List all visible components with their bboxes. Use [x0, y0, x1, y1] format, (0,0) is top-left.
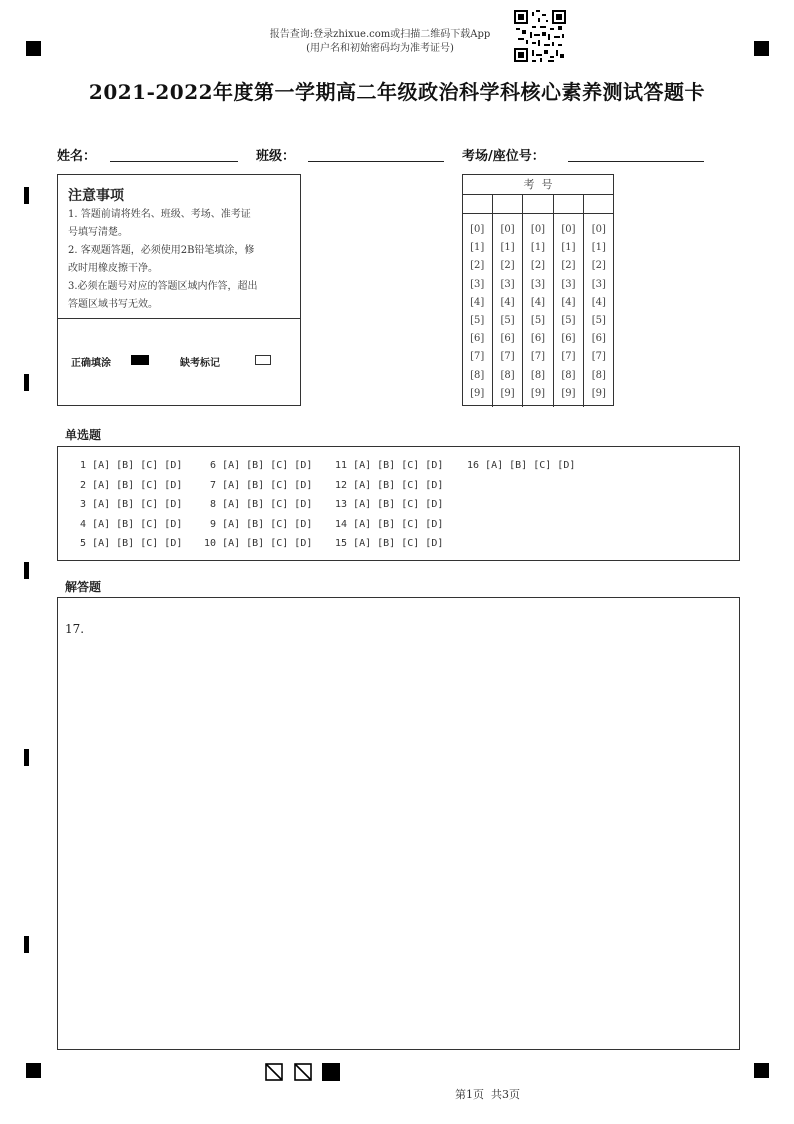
- exam-digit-bubble[interactable]: [2]: [530, 260, 546, 272]
- choice-question-row[interactable]: 11 [A] [B] [C] [D]: [335, 460, 444, 471]
- exam-digit-bubble[interactable]: [4]: [530, 296, 546, 308]
- room-seat-field[interactable]: [568, 161, 704, 162]
- exam-digit-bubble[interactable]: [4]: [591, 296, 606, 308]
- exam-digit-row: [462, 348, 614, 366]
- exam-digit-bubble[interactable]: [0]: [470, 224, 485, 235]
- exam-digit-bubble[interactable]: [2]: [500, 260, 515, 272]
- question-17-label: 17.: [65, 622, 85, 636]
- report-query-text: 报告查询:登录zhixue.com或扫描二维码下载App: [269, 29, 491, 40]
- exam-number-bubbles: [462, 221, 614, 403]
- exam-digit-bubble[interactable]: [4]: [561, 296, 576, 308]
- exam-digit-bubble[interactable]: [3]: [470, 278, 485, 290]
- timing-mark: [24, 936, 29, 953]
- correct-fill-sample: [131, 355, 149, 365]
- exam-digit-bubble[interactable]: [6]: [530, 333, 546, 345]
- exam-number-input-row: [463, 195, 613, 214]
- exam-digit-bubble[interactable]: [7]: [500, 351, 515, 363]
- exam-digit-bubble[interactable]: [9]: [500, 387, 515, 399]
- notes-title: 注意事项: [68, 188, 124, 204]
- page-number: 第1页 共3页: [455, 1088, 520, 1101]
- choice-question-row[interactable]: 8 [A] [B] [C] [D]: [204, 499, 313, 510]
- page-mark-slash-box: [294, 1063, 312, 1081]
- exam-digit-bubble[interactable]: [6]: [500, 333, 515, 345]
- exam-digit-bubble[interactable]: [1]: [530, 242, 546, 254]
- exam-digit-bubble[interactable]: [9]: [470, 387, 485, 399]
- exam-digit-bubble[interactable]: [0]: [500, 224, 515, 235]
- exam-digit-bubble[interactable]: [3]: [561, 278, 576, 290]
- answer-area-17[interactable]: [57, 597, 740, 1050]
- single-choice-title: 单选题: [65, 428, 102, 442]
- choice-question-row[interactable]: 3 [A] [B] [C] [D]: [74, 499, 183, 510]
- exam-digit-bubble[interactable]: [9]: [561, 387, 576, 399]
- exam-digit-row: [462, 257, 614, 275]
- single-choice-column: [204, 456, 312, 554]
- exam-digit-bubble[interactable]: [8]: [500, 369, 515, 381]
- exam-digit-bubble[interactable]: [2]: [470, 260, 485, 272]
- choice-question-row[interactable]: 2 [A] [B] [C] [D]: [74, 479, 183, 491]
- registration-mark-top-left: [26, 41, 41, 56]
- exam-digit-bubble[interactable]: [8]: [591, 369, 606, 381]
- correct-fill-label: 正确填涂: [71, 358, 111, 369]
- registration-mark-bottom-right: [754, 1063, 769, 1078]
- exam-digit-bubble[interactable]: [6]: [591, 333, 606, 345]
- timing-mark: [24, 187, 29, 204]
- exam-digit-bubble[interactable]: [9]: [530, 387, 546, 399]
- exam-digit-bubble[interactable]: [4]: [470, 296, 485, 308]
- choice-question-row[interactable]: 10 [A] [B] [C] [D]: [204, 538, 313, 549]
- exam-digit-bubble[interactable]: [7]: [561, 351, 576, 363]
- exam-number-header: 考 号: [463, 175, 613, 195]
- exam-digit-bubble[interactable]: [7]: [591, 351, 606, 363]
- page-title: 2021-2022年度第一学期高二年级政治科学科核心素养测试答题卡: [88, 80, 706, 104]
- timing-mark: [24, 749, 29, 766]
- exam-digit-row: [462, 221, 614, 239]
- page-mark-filled-box: [322, 1063, 340, 1081]
- class-field[interactable]: [308, 161, 444, 162]
- exam-digit-bubble[interactable]: [8]: [561, 369, 576, 381]
- digit-box[interactable]: [554, 195, 584, 213]
- exam-digit-row: [462, 385, 614, 403]
- notes-divider: [57, 318, 301, 319]
- notes-line: 改时用橡皮擦干净。: [68, 263, 158, 274]
- exam-digit-bubble[interactable]: [7]: [530, 351, 546, 363]
- choice-question-row[interactable]: 4 [A] [B] [C] [D]: [74, 518, 183, 530]
- notes-line: 答题区域书写无效。: [68, 299, 158, 310]
- exam-digit-bubble[interactable]: [4]: [500, 296, 515, 308]
- single-choice-column: [335, 456, 443, 554]
- exam-digit-row: [462, 239, 614, 257]
- digit-box[interactable]: [463, 195, 493, 213]
- exam-digit-bubble[interactable]: [8]: [530, 369, 546, 381]
- choice-question-row[interactable]: 6 [A] [B] [C] [D]: [204, 460, 313, 471]
- exam-digit-bubble[interactable]: [5]: [500, 314, 515, 326]
- exam-digit-bubble[interactable]: [3]: [500, 278, 515, 290]
- choice-question-row[interactable]: 14 [A] [B] [C] [D]: [335, 518, 444, 530]
- exam-digit-bubble[interactable]: [5]: [470, 314, 485, 326]
- absent-mark-checkbox[interactable]: [255, 355, 271, 365]
- notes-line: 号填写清楚。: [68, 227, 128, 238]
- exam-digit-bubble[interactable]: [1]: [470, 242, 485, 254]
- exam-digit-bubble[interactable]: [9]: [591, 387, 606, 399]
- exam-digit-bubble[interactable]: [3]: [591, 278, 606, 290]
- choice-question-row[interactable]: 12 [A] [B] [C] [D]: [335, 479, 444, 491]
- choice-question-row[interactable]: 7 [A] [B] [C] [D]: [204, 479, 313, 491]
- exam-digit-bubble[interactable]: [0]: [591, 224, 606, 235]
- single-choice-column: [467, 456, 575, 476]
- choice-question-row[interactable]: 5 [A] [B] [C] [D]: [74, 538, 183, 549]
- timing-mark: [24, 562, 29, 579]
- exam-digit-row: [462, 276, 614, 294]
- exam-digit-bubble[interactable]: [5]: [530, 314, 546, 326]
- registration-mark-top-right: [754, 41, 769, 56]
- choice-question-row[interactable]: 13 [A] [B] [C] [D]: [335, 499, 444, 510]
- absent-mark-label: 缺考标记: [180, 358, 220, 369]
- qr-code: [514, 10, 566, 62]
- answer-section-title: 解答题: [65, 580, 102, 594]
- notes-list: [68, 206, 293, 314]
- exam-digit-bubble[interactable]: [2]: [561, 260, 576, 272]
- choice-question-row[interactable]: 1 [A] [B] [C] [D]: [74, 460, 183, 471]
- page-mark-slash-box: [265, 1063, 283, 1081]
- exam-digit-row: [462, 294, 614, 312]
- exam-digit-row: [462, 367, 614, 385]
- notes-line: 1. 答题前请将姓名、班级、考场、准考证: [68, 209, 251, 220]
- exam-digit-bubble[interactable]: [1]: [591, 242, 606, 254]
- exam-digit-bubble[interactable]: [1]: [500, 242, 515, 254]
- exam-digit-bubble[interactable]: [3]: [530, 278, 546, 290]
- exam-digit-bubble[interactable]: [5]: [591, 314, 606, 326]
- exam-digit-bubble[interactable]: [8]: [470, 369, 485, 381]
- choice-question-row[interactable]: 16 [A] [B] [C] [D]: [467, 460, 576, 471]
- registration-mark-bottom-left: [26, 1063, 41, 1078]
- exam-digit-bubble[interactable]: [7]: [470, 351, 485, 363]
- exam-digit-bubble[interactable]: [0]: [561, 224, 576, 235]
- single-choice-column: [74, 456, 182, 554]
- name-field[interactable]: [110, 161, 238, 162]
- exam-digit-bubble[interactable]: [2]: [591, 260, 606, 272]
- notes-line: 3.必须在题号对应的答题区域内作答，超出: [68, 281, 258, 292]
- exam-digit-bubble[interactable]: [5]: [561, 314, 576, 326]
- exam-digit-bubble[interactable]: [0]: [530, 224, 546, 235]
- class-label: 班级：: [256, 149, 296, 164]
- notes-line: 2. 客观题答题，必须使用2B铅笔填涂，修: [68, 245, 255, 256]
- timing-mark: [24, 374, 29, 391]
- exam-digit-bubble[interactable]: [6]: [470, 333, 485, 345]
- digit-box[interactable]: [493, 195, 523, 213]
- login-hint-text: (用户名和初始密码均为准考证号): [306, 43, 454, 54]
- digit-box[interactable]: [584, 195, 613, 213]
- exam-digit-bubble[interactable]: [1]: [561, 242, 576, 254]
- name-label: 姓名：: [57, 149, 97, 164]
- exam-digit-row: [462, 312, 614, 330]
- digit-box[interactable]: [523, 195, 553, 213]
- room-seat-label: 考场/座位号：: [462, 149, 545, 164]
- choice-question-row[interactable]: 9 [A] [B] [C] [D]: [204, 518, 313, 530]
- choice-question-row[interactable]: 15 [A] [B] [C] [D]: [335, 538, 444, 549]
- exam-digit-bubble[interactable]: [6]: [561, 333, 576, 345]
- exam-digit-row: [462, 330, 614, 348]
